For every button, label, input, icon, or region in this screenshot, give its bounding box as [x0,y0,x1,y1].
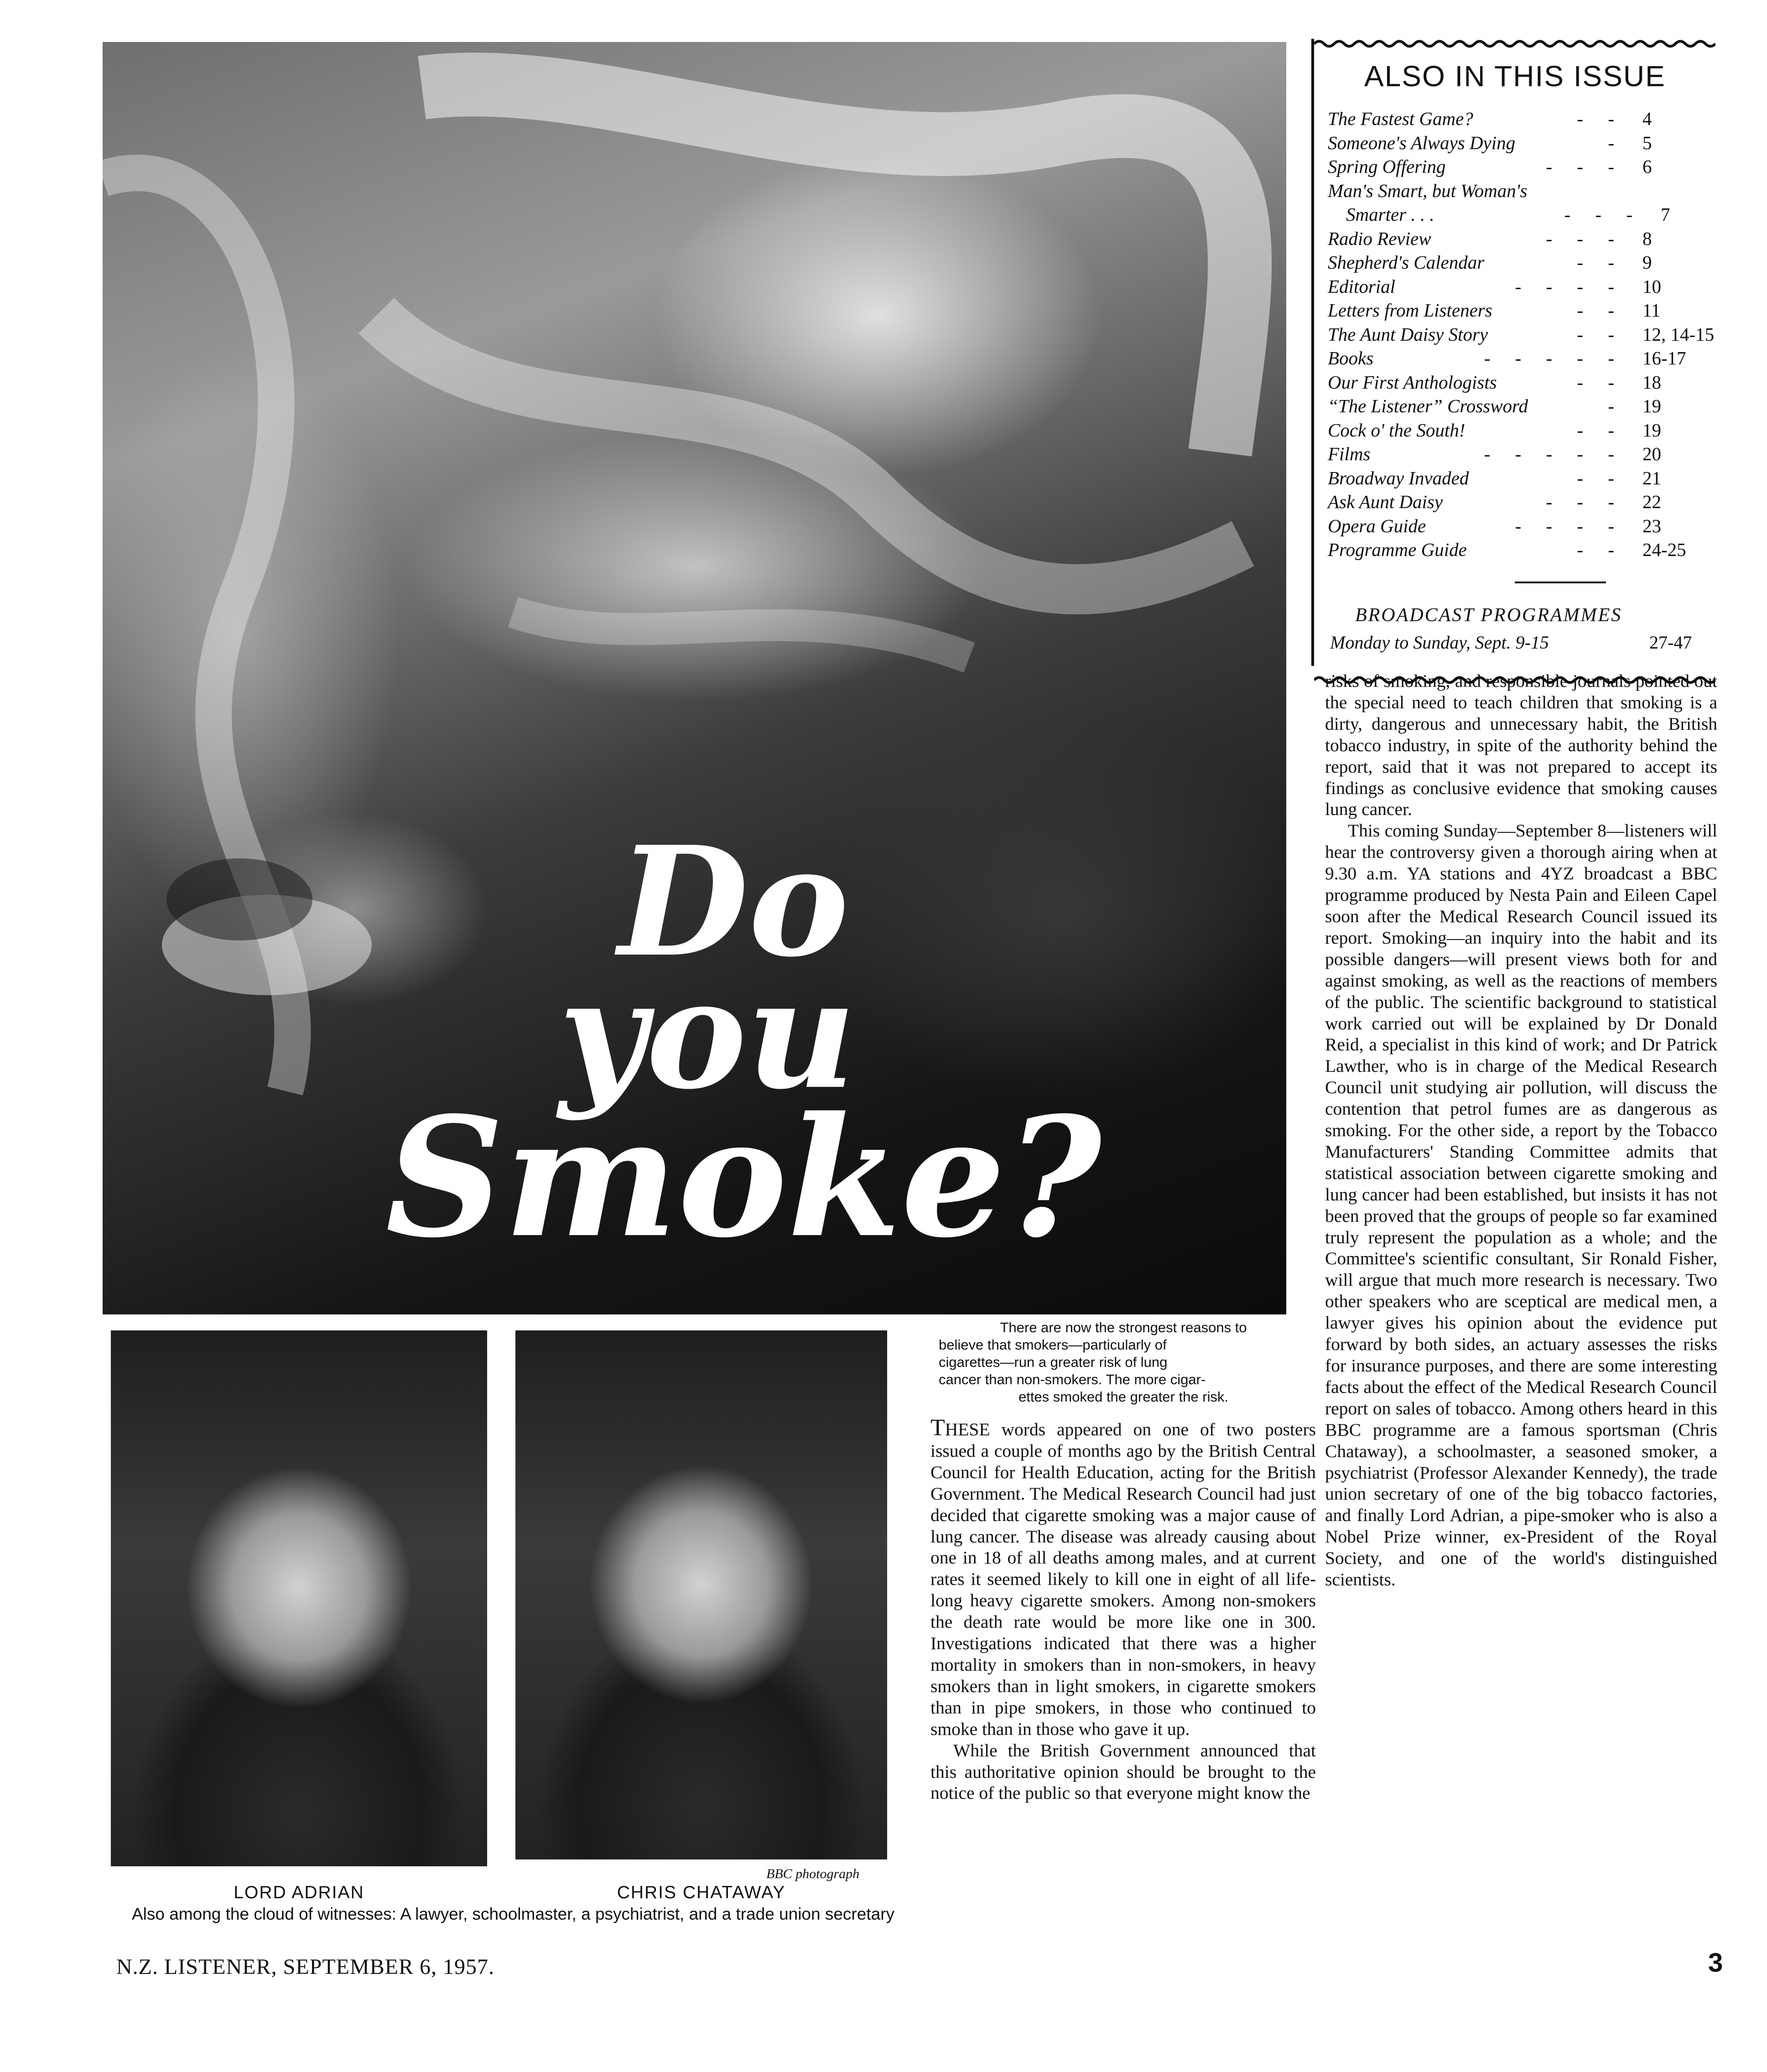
toc-item-page: 19 [1642,395,1661,416]
headline-smoke: Smoke? [385,1081,1102,1274]
portrait-lord-adrian [111,1330,487,1866]
toc-item-leader: - - - [1546,228,1624,249]
toc-item [1328,275,1711,298]
toc-item-page: 7 [1661,204,1670,225]
photo-credit: BBC photograph [766,1866,860,1881]
toc-item [1328,467,1711,489]
sidebar-divider [1515,582,1606,583]
toc-item-title: The Fastest Game? [1328,108,1473,129]
toc-item-title: Someone's Always Dying [1328,132,1516,153]
toc-item-page: 5 [1642,132,1652,153]
poster-quote-line: believe that smokers—particularly of [939,1337,1167,1353]
toc-item [1328,538,1711,561]
toc-item-title: “The Listener” Crossword [1328,395,1528,416]
toc-item [1328,227,1711,250]
poster-quote-line: cigarettes—run a greater risk of lung [939,1354,1168,1370]
toc-item-page: 23 [1642,515,1661,536]
photo-caption: Also among the cloud of witnesses: A lawyer, schoolmaster, a psychiatrist, and a trade union secretary [131,1905,895,1923]
broadcast-days: Monday to Sunday, Sept. 9-15 [1330,632,1549,653]
toc-item-leader: - - - - [1515,275,1624,297]
toc-item-title: Programme Guide [1328,539,1467,560]
toc-item [1328,323,1715,346]
toc-item-title: Smarter . . . [1346,204,1434,225]
toc-item-title: Spring Offering [1328,156,1446,177]
toc-item-page: 4 [1642,108,1652,129]
toc-item-leader: - - - - - [1484,348,1624,369]
toc-item-title: Books [1328,348,1374,369]
hero-photo [103,42,1286,1314]
toc-item-leader: - - - [1546,491,1624,512]
toc-item-leader: - - [1577,467,1624,488]
toc-item [1328,107,1711,130]
toc-item-page: 10 [1642,275,1661,297]
toc-item [1328,179,1711,202]
toc-item-title: Shepherd's Calendar [1328,252,1485,273]
toc-item-title: Opera Guide [1328,515,1426,536]
toc-item-leader: - - - [1546,156,1624,177]
article-paragraph-4: This coming Sunday—September 8—listeners will hear the controversy given a thorough airing when at 9.30 a.m. YA stations and 4YZ broadcast a BBC programme produced by Nesta Pain and Eileen Capel soon after the Medical Research Council issued its report. Smoking—an inquiry into the habit and its possible dangers—will present views both for and against smoking, as well as the reactions of members of the public. The scientific background to statistical work carried out will be explained by Dr Donald Reid, a specialist in this kind of work; and Dr Patrick Lawther, who is in charge of the Medical Research Council unit studying air pollution, will discuss the contention that petrol fumes are as dangerous as smoking. For the other side, a report by the Tobacco Manufacturers' Standing Committee admits that statistical association between cigarette smoking and lung cancer had been established, but insists it has not been proved that the groups of people so far examined truly represent the population as a whole; and the Committee's scientific consultant, Sir Ronald Fisher, will argue that much more research is necessary. Two other speakers who are sceptical are medical men, a lawyer gives his opinion about the evidence put forward by both sides, an actuary assesses the risks for insurance purposes, and there are some interesting facts about the effect of the Medical Research Council report on sales of tobacco. Among others heard in this BBC programme are a famous sportsman (Chris Chataway), a schoolmaster, a seasoned smoker, a psychiatrist (Professor Alexander Kennedy), the trade union secretary of one of the big tobacco factories, and finally Lord Adrian, a pipe-smoker who is also a Nobel Prize winner, ex-President of the Royal Society, and one of the world's distinguished scientists. [1325,820,1717,1590]
article-paragraph-2: While the British Government announced that this authoritative opinion should be brought to the notice of the public so that everyone might know the [930,1740,1316,1803]
page-number: 3 [1708,1948,1723,1978]
toc-item [1328,251,1711,274]
toc-item-title: Radio Review [1328,228,1431,249]
toc-item-leader [1527,179,1642,202]
poster-quote-line: ettes smoked the greater the risk. [1018,1389,1229,1405]
toc-item-leader: - - - - [1515,515,1624,536]
toc-item-page: 18 [1642,371,1661,393]
toc-item-page: 16-17 [1642,348,1686,369]
also-in-this-issue-box [1311,39,1715,666]
toc-item [1328,490,1711,513]
toc-item [1328,347,1711,369]
toc-item-page: 12, 14-15 [1642,323,1715,345]
toc-item-leader: - - [1577,108,1624,129]
toc-item-title: Cock o' the South! [1328,419,1466,441]
toc-item-leader: - - [1577,323,1624,345]
wavy-rule-top [1314,39,1715,49]
toc-item-leader: - - [1577,252,1624,273]
broadcast-pages: 27-47 [1649,632,1692,653]
toc-item [1328,371,1711,394]
toc-item-title: Man's Smart, but Woman's [1328,180,1528,201]
poster-quote-line: There are now the strongest reasons to [1000,1319,1247,1335]
toc-item-page [1642,179,1711,202]
article-paragraph-1: THESE words appeared on one of two posters issued a couple of months ago by the British Central Council for Health Education, acting for the British Government. The Medical Research Council had just decided that cigarette smoking was a major cause of lung cancer. The disease was already causing about one in 18 of all deaths among males, and at current rates it seemed likely to kill one in eight of all life-long heavy cigarette smokers. Among non-smokers the death rate would be more like one in 300. Investigations indicated that there was a higher mortality in smokers than in non-smokers, in heavy smokers than in light smokers, in cigarette smokers than in pipe smokers, in those who continued to smoke than in those who gave it up. [930,1415,1316,1739]
toc-item-leader: - - - [1564,204,1642,225]
headline-do: Do [618,813,849,990]
toc-item-title: Films [1328,443,1371,464]
toc-item-title: Editorial [1328,275,1396,297]
toc-item-leader: - - [1577,539,1624,560]
toc-item [1328,155,1711,178]
toc-item-page: 8 [1642,228,1652,249]
poster-quote [939,1319,1308,1406]
toc-item-leader: - [1608,395,1624,416]
toc-item-page: 11 [1642,300,1661,321]
poster-quote-line: cancer than non-smokers. The more cigar- [939,1371,1206,1387]
label-lord-adrian: LORD ADRIAN [234,1883,364,1902]
toc-item-page: 22 [1642,491,1661,512]
toc-item-page: 6 [1642,156,1652,177]
article-column-middle [930,1415,1316,1804]
toc-item [1328,395,1711,417]
toc-item-leader: - - - - - [1484,443,1624,464]
toc-item-title: Ask Aunt Daisy [1328,491,1443,512]
article-column-right [1325,670,1717,1590]
toc-item [1328,131,1711,154]
toc-item-title: Broadway Invaded [1328,467,1469,488]
toc-item-page: 24-25 [1642,539,1686,560]
toc-item [1328,203,1729,226]
toc-item [1328,514,1711,537]
toc-item-page: 9 [1642,252,1652,273]
toc-item [1328,299,1711,322]
toc-item [1328,442,1711,465]
toc-item-leader: - [1608,132,1624,153]
sidebar-heading: ALSO IN THIS ISSUE [1364,60,1666,93]
toc-item-leader: - - [1577,300,1624,321]
toc-item-page: 20 [1642,443,1661,464]
toc-item-title: The Aunt Daisy Story [1328,323,1488,345]
portrait-chris-chataway [515,1330,887,1859]
broadcast-title: BROADCAST PROGRAMMES [1355,605,1622,626]
toc-item [1328,419,1711,441]
toc-item-leader: - - [1577,419,1624,441]
headline-you: you [559,945,856,1122]
toc-item-leader: - - [1577,371,1624,393]
label-chris-chataway: CHRIS CHATAWAY [617,1883,786,1902]
article-paragraph-3: risks of smoking, and responsible journals pointed out the special need to teach children that smoking is a dirty, dangerous and unnecessary habit, the British tobacco industry, in spite of the authority behind the report, said that it was not prepared to accept its findings as conclusive evidence that smoking causes lung cancer. [1325,671,1717,820]
toc-item-title: Letters from Listeners [1328,300,1492,321]
drop-cap: T [930,1415,945,1441]
masthead-footer: N.Z. LISTENER, SEPTEMBER 6, 1957. [116,1955,495,1979]
toc-item-page: 19 [1642,419,1661,441]
toc-item-page: 21 [1642,467,1661,488]
toc-item-title: Our First Anthologists [1328,371,1497,393]
